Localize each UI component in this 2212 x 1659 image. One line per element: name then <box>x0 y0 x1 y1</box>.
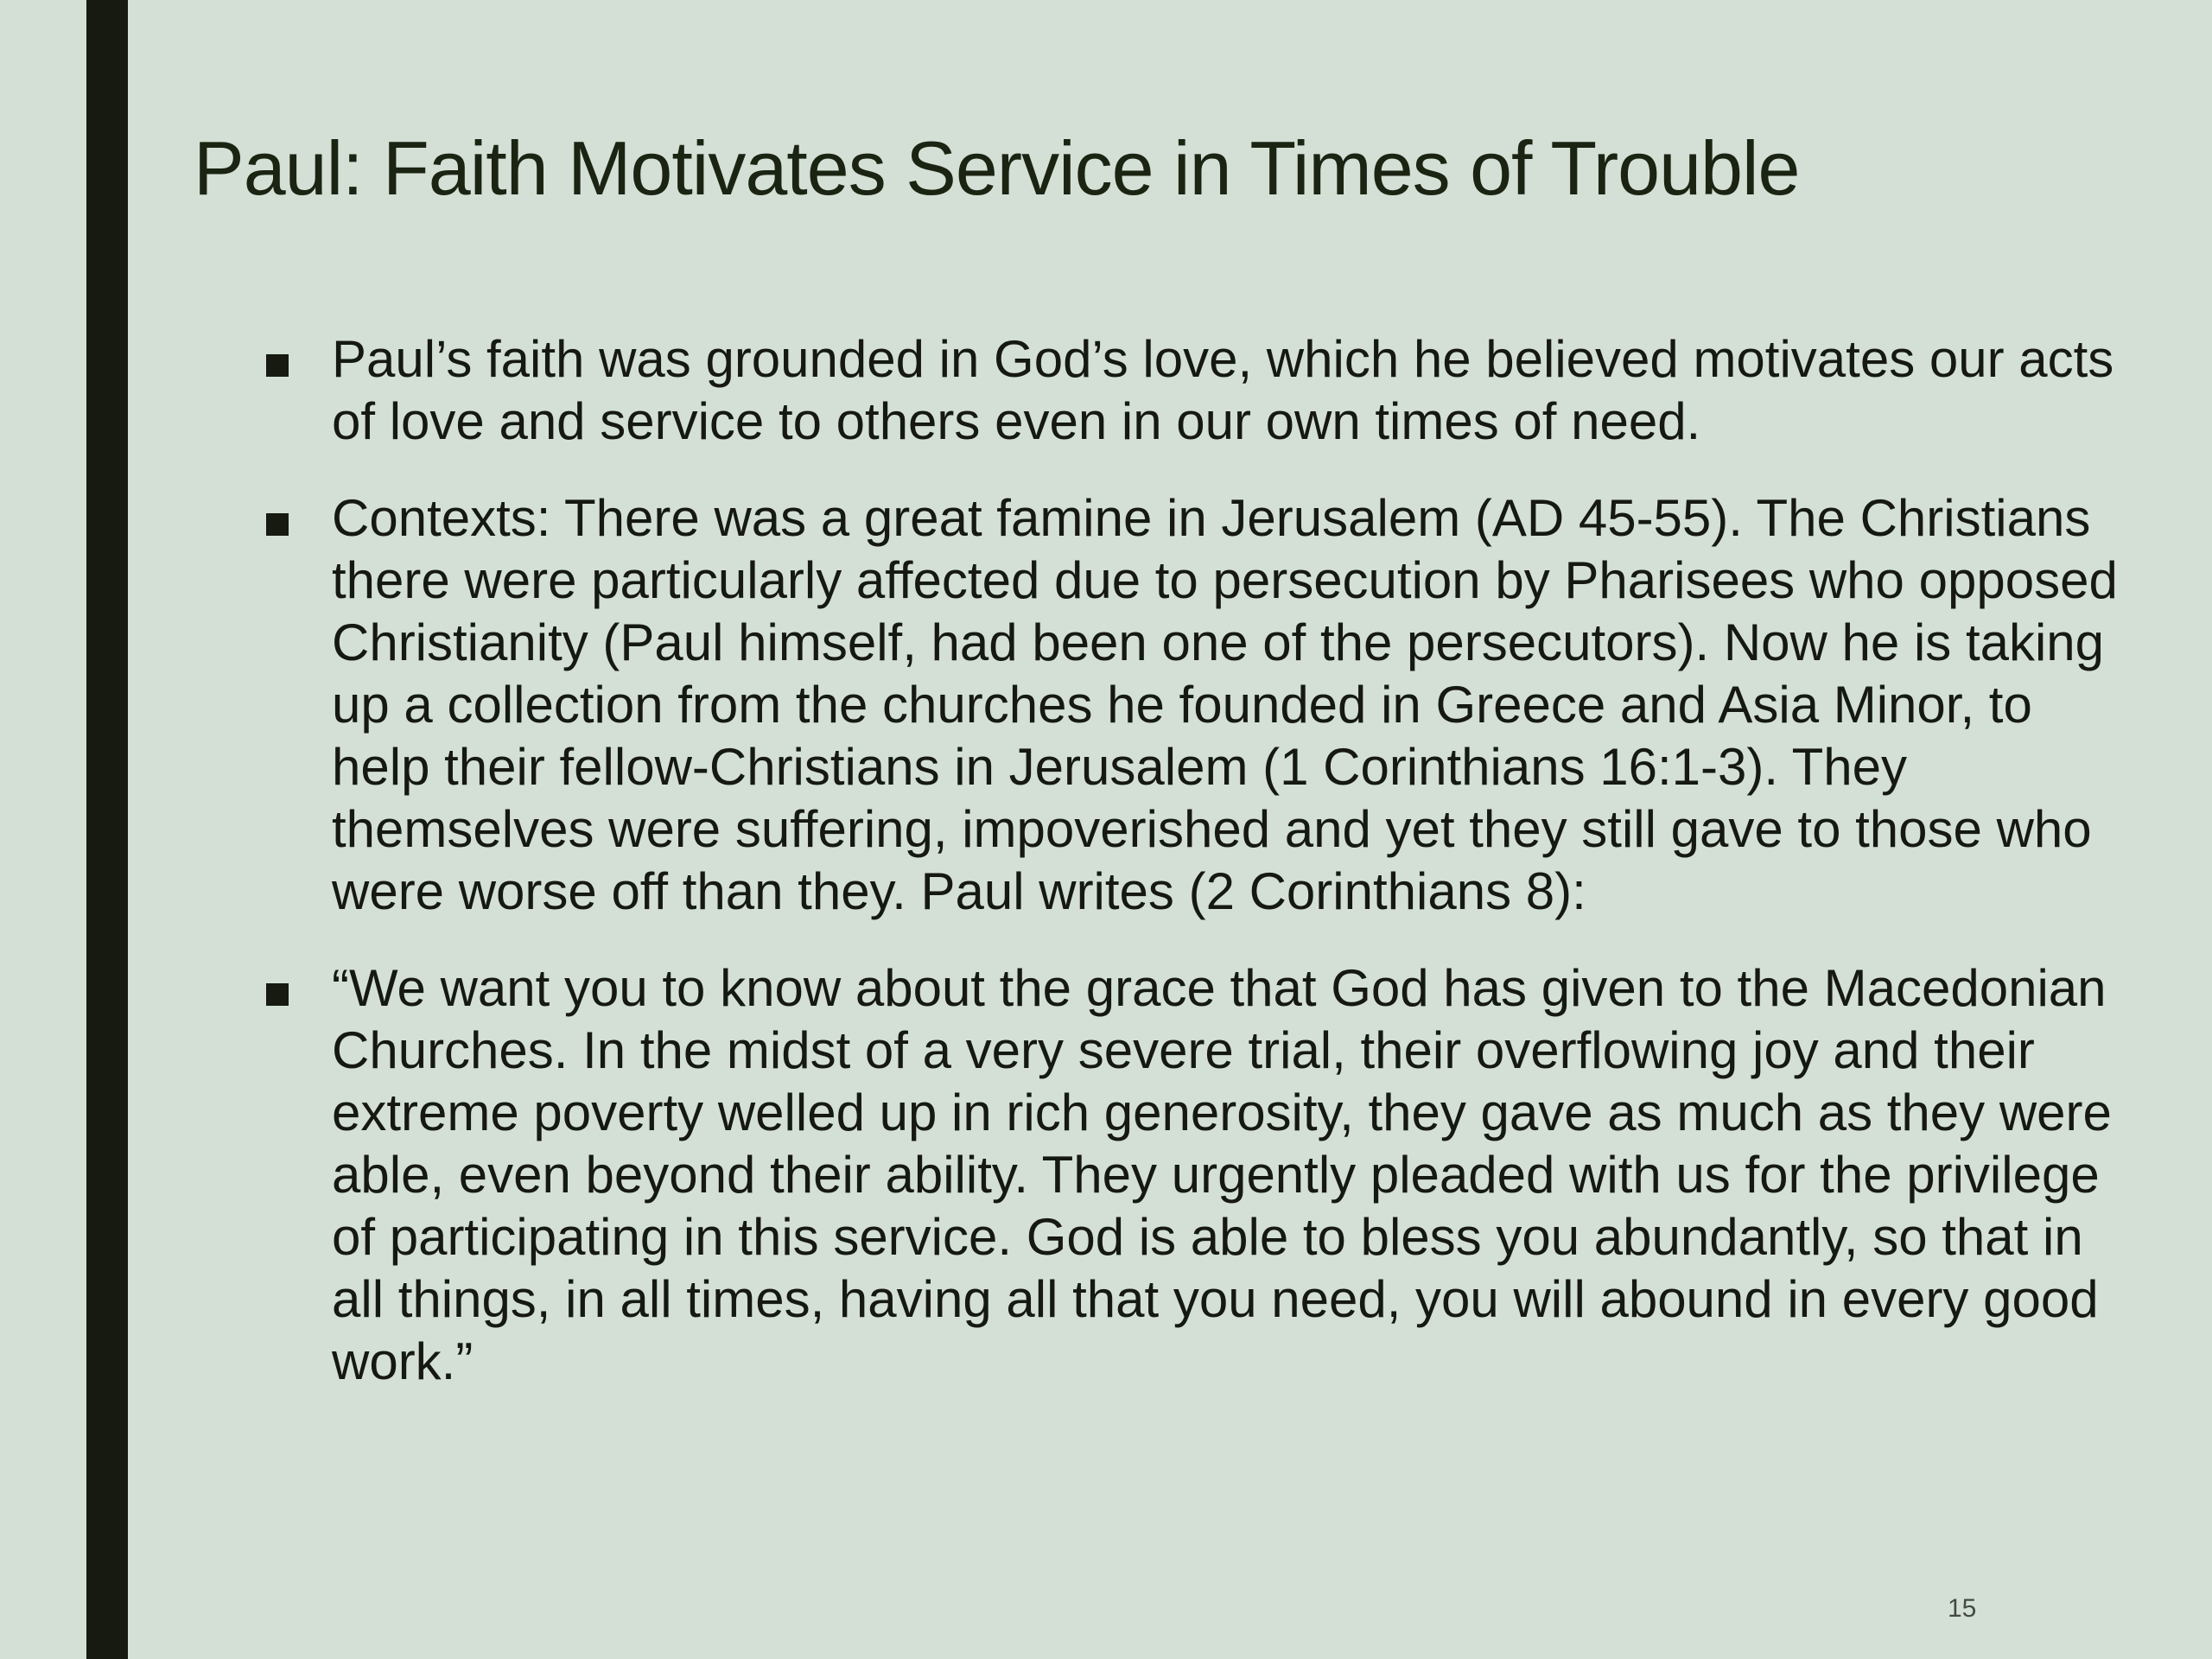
bullet-text: “We want you to know about the grace that God has given to the Macedonian Churches. In the midst of a very severe trial, their overflowing joy and their extreme poverty welled up in rich generosity, they gave as much as they were able, even beyond their ability. They urgently pleaded with us for the privilege of participating in this service. God is able to bless you abundantly, so that in all things, in all times, having all that you need, you will abound in every good work.” <box>332 959 2112 1390</box>
bullet-text: Paul’s faith was grounded in God’s love, which he believed motivates our acts of love and service to others even in our own times of need. <box>332 330 2114 450</box>
slide-title: Paul: Faith Motivates Service in Times of Trouble <box>194 125 1800 211</box>
square-bullet-icon <box>266 983 289 1006</box>
left-accent-bar <box>86 0 128 1659</box>
bullet-item-contexts <box>259 487 2134 923</box>
bullet-list <box>259 328 2134 1427</box>
square-bullet-icon <box>266 354 289 377</box>
bullet-text: Contexts: There was a great famine in Jerusalem (AD 45-55). The Christians there were particularly affected due to persecution by Pharisees who opposed Christianity (Paul himself, had been one of the persecutors). Now he is taking up a collection from the churches he founded in Greece and Asia Minor, to help their fellow-Christians in Jerusalem (1 Corinthians 16:1-3). They themselves were suffering, impoverished and yet they still gave to those who were worse off than they. Paul writes (2 Corinthians 8): <box>332 489 2118 920</box>
page-number: 15 <box>1948 1594 1977 1623</box>
bullet-item-faith <box>259 328 2134 453</box>
bullet-item-quote <box>259 957 2134 1393</box>
square-bullet-icon <box>266 513 289 536</box>
